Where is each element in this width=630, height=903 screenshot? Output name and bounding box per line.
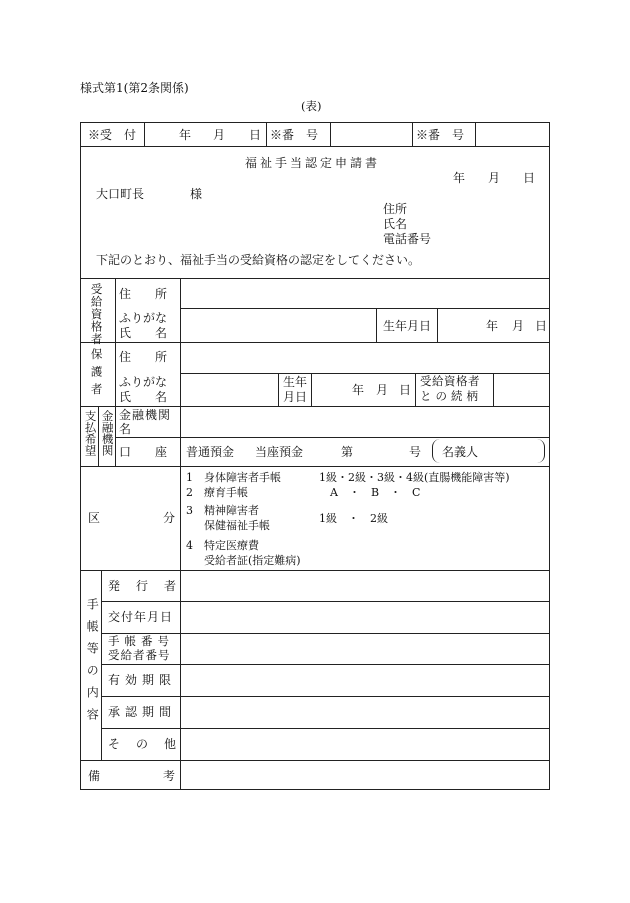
account-type-current: 当座預金: [255, 445, 304, 459]
category-label-right: 分: [163, 511, 176, 525]
receipt-label: ※受 付: [88, 128, 137, 142]
holder-label: 名義人: [442, 445, 479, 459]
guardian-birth-month-mark: 月: [376, 383, 389, 397]
handbook-row-issuer: 発 行 者: [108, 579, 179, 593]
payment-section-label-col2: 金融機関: [100, 410, 115, 456]
institution-label-top: 金融機関: [119, 408, 172, 422]
handbook-section-label: 手帳等の内容: [85, 598, 100, 730]
recipient-furigana-label: ふりがな: [119, 311, 168, 325]
handbook-row-issue-date: 交付年月日: [108, 610, 174, 624]
institution-label-bottom: 名: [119, 422, 132, 436]
guardian-name-label: 氏 名: [119, 390, 168, 404]
guardian-relation-label-top: 受給資格者: [420, 374, 480, 388]
account-dai: 第: [341, 445, 354, 459]
handbook-row-recipient-number: 受給者番号: [108, 648, 171, 662]
category-item-4-name: 特定医療費: [204, 539, 259, 552]
application-statement: 下記のとおり、福祉手当の受給資格の認定をしてください。: [96, 253, 421, 267]
guardian-birth-label-top: 生年: [283, 375, 308, 389]
handbook-row-number: 手帳番号: [108, 634, 174, 648]
form-title: 福祉手当認定申請書: [245, 156, 381, 170]
addressee-honorific: 様: [190, 187, 203, 201]
applicant-phone-label: 電話番号: [383, 232, 432, 246]
addressee: 大口町長: [96, 187, 145, 201]
category-item-2-grades: A ・ B ・ C: [330, 486, 421, 499]
guardian-relation-label-bottom: との続柄: [420, 389, 482, 403]
recipient-birth-year-mark: 年: [486, 319, 499, 333]
recipient-birth-day-mark: 日: [535, 319, 548, 333]
number-label-2: ※番 号: [416, 128, 465, 142]
payment-section-label-col1: 支払希望: [83, 410, 98, 456]
guardian-address-label: 住 所: [119, 350, 168, 364]
recipient-birth-month-mark: 月: [512, 319, 525, 333]
receipt-month-mark: 月: [213, 128, 226, 142]
category-item-3-num: 3: [186, 504, 193, 517]
guardian-birth-year-mark: 年: [352, 383, 365, 397]
account-type-ordinary: 普通預金: [186, 445, 235, 459]
recipient-section-label: 受給資格者: [89, 283, 104, 346]
category-item-4-name-2: 受給者証(指定難病): [204, 554, 301, 567]
applicant-name-label: 氏名: [383, 217, 408, 231]
receipt-year-mark: 年: [179, 128, 192, 142]
application-month-mark: 月: [488, 171, 501, 185]
category-label-left: 区: [88, 511, 101, 525]
category-item-1-num: 1: [186, 471, 193, 484]
category-item-1-grades: 1級・2級・3級・4級(直腸機能障害等): [319, 471, 510, 484]
form-id: 様式第1(第2条関係): [80, 81, 189, 95]
guardian-birth-day-mark: 日: [399, 383, 412, 397]
category-item-3-grades: 1級 ・ 2級: [319, 512, 388, 525]
account-go: 号: [409, 445, 422, 459]
guardian-furigana-label: ふりがな: [119, 375, 168, 389]
handbook-row-approval: 承認期間: [108, 705, 177, 719]
guardian-birth-label-bottom: 月日: [283, 390, 308, 404]
category-item-2-num: 2: [186, 486, 193, 499]
category-item-3-name: 精神障害者: [204, 504, 259, 517]
remarks-label-right: 考: [163, 769, 176, 783]
category-item-1-name: 身体障害者手帳: [204, 471, 281, 484]
number-label-1: ※番 号: [270, 128, 319, 142]
form-side: (表): [301, 99, 322, 113]
guardian-section-label: 保護者: [89, 348, 104, 401]
handbook-row-validity: 有効期限: [108, 673, 177, 687]
recipient-address-label: 住 所: [119, 287, 168, 301]
application-year-mark: 年: [453, 171, 466, 185]
category-item-3-name-2: 保健福祉手帳: [204, 519, 270, 532]
application-day-mark: 日: [523, 171, 536, 185]
recipient-birth-label: 生年月日: [383, 319, 432, 333]
category-item-4-num: 4: [186, 539, 193, 552]
remarks-label-left: 備: [88, 769, 101, 783]
category-item-2-name: 療育手帳: [204, 486, 248, 499]
handbook-row-other: そ の 他: [108, 737, 179, 751]
applicant-address-label: 住所: [383, 202, 408, 216]
recipient-name-label: 氏 名: [119, 326, 168, 340]
account-label: 口 座: [119, 445, 168, 459]
receipt-day-mark: 日: [249, 128, 262, 142]
